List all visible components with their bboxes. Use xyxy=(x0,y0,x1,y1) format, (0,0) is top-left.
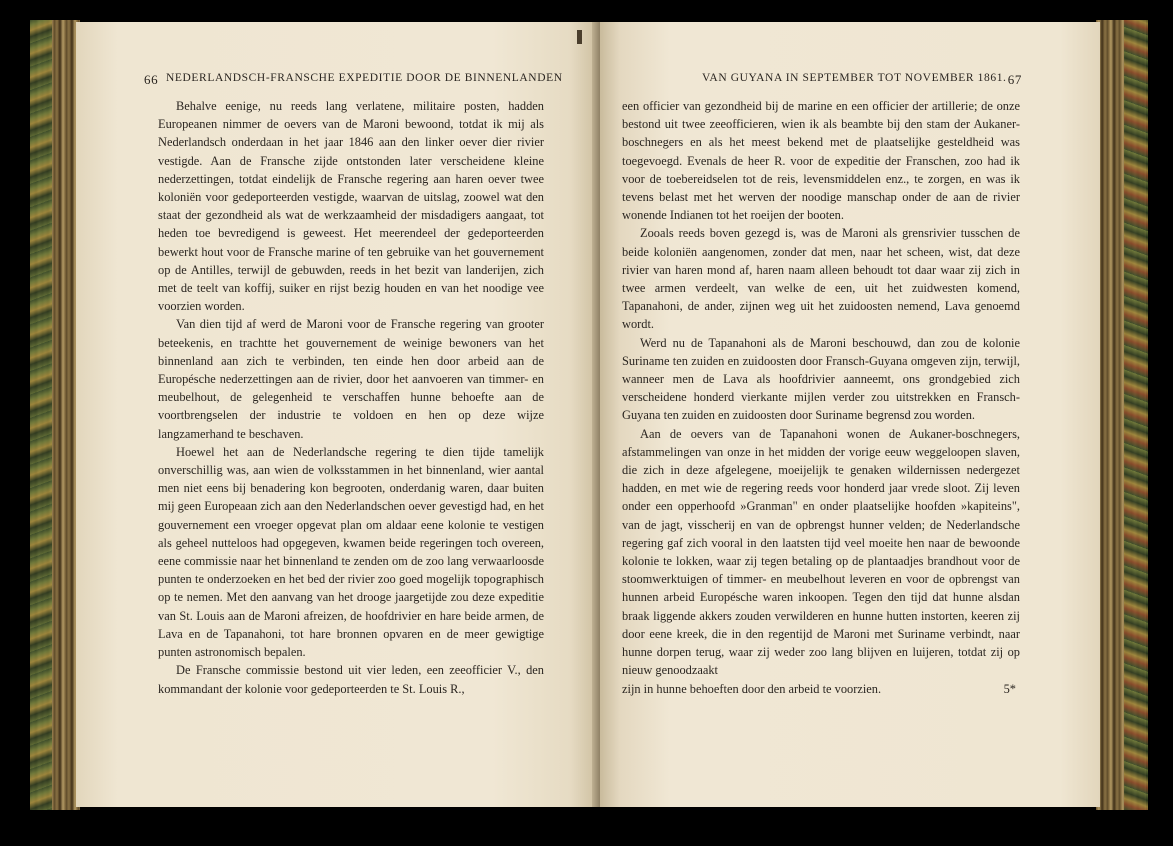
right-paragraph-3: Werd nu de Tapanahoni als de Maroni beschouwd, dan zou de kolonie Suriname ten zuiden en zuidoosten door Fransch-Guyana omgeven zijn, terwijl, wanneer men de Lava als hoofdrivier aanneemt, ons grondgebied zich verscheidene honderd vierkante mijlen verder zou uitstrekken en Fransch-Guyana ten zuiden en zuidoosten door Suriname begrensd zou worden. xyxy=(622,335,1020,423)
right-marbled-cover xyxy=(1124,20,1148,810)
right-running-title: VAN GUYANA IN SEPTEMBER TOT NOVEMBER 1861. xyxy=(702,72,1007,84)
page-edge-mark xyxy=(577,30,582,44)
right-page-number: 67 xyxy=(1007,72,1022,87)
right-body-text xyxy=(622,97,1020,698)
left-paragraph-1: Behalve eenige, nu reeds lang verlatene, militaire posten, hadden Europeanen nimmer de oevers van de Maroni bewoond, totdat ik mij als Nederlandsch onderdaan in het jaar 1846 aan den linker oever dier rivier vestigde. Aan de Fransche zijde ontstonden later verscheidene kleine nederzettingen, totdat eindelijk de Fransche regering aan haren oever twee koloniën voor gedeporteerden vestigde, waarvan de uitslag, zoowel wat den staat der gezondheid als wat de werkzaamheid der misdadigers aangaat, tot heden toe bevredigend is geweest. Het meerendeel der gedeporteerden bewerkt hout voor de Fransche marine of ten gebruike van het gouvernement op de Antilles, terwijl de gebuwden, reeds in het bezit van landerijen, zich met de teelt van koffij, suiker en rijst bezig houden en van het noodige vee voorzien worden. xyxy=(158,99,544,314)
left-marbled-cover xyxy=(30,20,52,810)
right-paragraph-1: een officier van gezondheid bij de marine en een officier der artillerie; de onze bestond uit twee zeeofficieren, wien ik als beambte bij den stam der Aukaner-boschnegers en als het meest bekend met de plaatselijke gesteldheid was toegevoegd. Evenals de heer R. voor de expeditie der Franschen, zoo had ik voor de toebereidselen tot de reis, levensmiddelen enz., te zorgen, en was ik tevens belast met het werven der noodige manschap onder de aan de rivier wonende Indianen tot het roeijen der booten. xyxy=(622,99,1020,223)
right-paragraph-4: Aan de oevers van de Tapanahoni wonen de Aukaner-boschnegers, afstammelingen van onze in het midden der vorige eeuw weggeloopen slaven, die zich in deze afgelegene, moeijelijk te genaken wildernissen nedergezet hadden, en met wie de regering reeds voor honderd jaar vrede sloot. Zij leven onder een opperhoofd »Granman" en onder plaatselijke hoofden »kapiteins", van de jagt, visscherij en van de opbrengst hunner velden; de Nederlandsche regering gaf zich vooral in den laatsten tijd veel moeite hen naar de bewoonde kolonie te lokken, waar zij tegen betaling op de plantaadjes brandhout voor de stoomwerktuigen of timmer- en meubelhout leveren en voor de opbrengst van hunnen arbeid Europésche waren inkoopen. Tegen den tijd dat hunne alsdan braak liggende akkers zouden verwilderen en hunne hutten instorten, keeren zij door eene kreek, die in den regentijd de Maroni met Suriname verbindt, naar hunne dorpen terug, waar zij weder zoo lang blijven en luijeren, totdat zij op nieuw genoodzaakt xyxy=(622,426,1020,678)
left-paragraph-2: Van dien tijd af werd de Maroni voor de Fransche regering van grooter beteekenis, en trachtte het gouvernement de weinige bewoners van het binnenland aan zich te verbinden, ten einde hen door arbeid aan de Europésche nederzettingen aan de rivier, door het aanvoeren van timmer- en meubelhout, de gelegenheid te verschaffen hunne behoefte aan de voortbrengselen der industrie te voldoen en hen op deze wijze langzamerhand te beschaven. xyxy=(158,317,544,441)
right-paragraph-2: Zooals reeds boven gezegd is, was de Maroni als grensrivier tusschen de beide koloniën aangenomen, zonder dat men, naar het scheen, wist, dat deze rivier van haren mond af, haren naam alleen behoudt tot daar waar zij zich in twee armen verdeelt, van welke de een, uit het zuidwesten komend, Tapanahoni, de ander, zijnen weg uit het zuidoosten nemend, Lava genoemd wordt. xyxy=(622,226,1020,332)
left-paragraph-4: De Fransche commissie bestond uit vier leden, een zeeofficier V., den kommandant der kolonie voor gedeporteerden te St. Louis R., xyxy=(158,663,544,696)
right-page xyxy=(600,22,1100,807)
left-running-title: NEDERLANDSCH-FRANSCHE EXPEDITIE DOOR DE BINNENLANDEN xyxy=(166,72,563,84)
left-paragraph-3: Hoewel het aan de Nederlandsche regering te dien tijde tamelijk onverschillig was, aan wien de volksstammen in het binnenland, wier aantal men niet eens bij benadering kon begrooten, onderdanig waren, daar buiten mij geen Europeaan zich aan den Nederlandschen oever gevestigd had, en het gouvernement een vroeger opgevat plan om aldaar eene kolonie te vestigen als geheel nutteloos had opgegeven, kwamen beide regeringen toch overeen, eene commissie naar het binnenland te zenden om de zoo lang verwaarloosde punten te onderzoeken en het bed der rivier zoo goed mogelijk topographisch op te nemen. Met den aanvang van het drooge jaargetijde zou deze expeditie van St. Louis aan de Maroni afreizen, de hoofdrivier en hare beide armen, de Lava en de Tapanahoni, tot hare bronnen opvaren en de meer gewigtige punten astronomisch bepalen. xyxy=(158,444,544,660)
left-body-text xyxy=(158,97,544,698)
right-last-line-text: zijn in hunne behoeften door den arbeid te voorzien. xyxy=(622,681,882,696)
left-page-number: 66 xyxy=(144,72,159,87)
left-page xyxy=(76,22,596,807)
right-last-line xyxy=(622,680,1020,698)
signature-mark: 5* xyxy=(1003,681,1016,696)
